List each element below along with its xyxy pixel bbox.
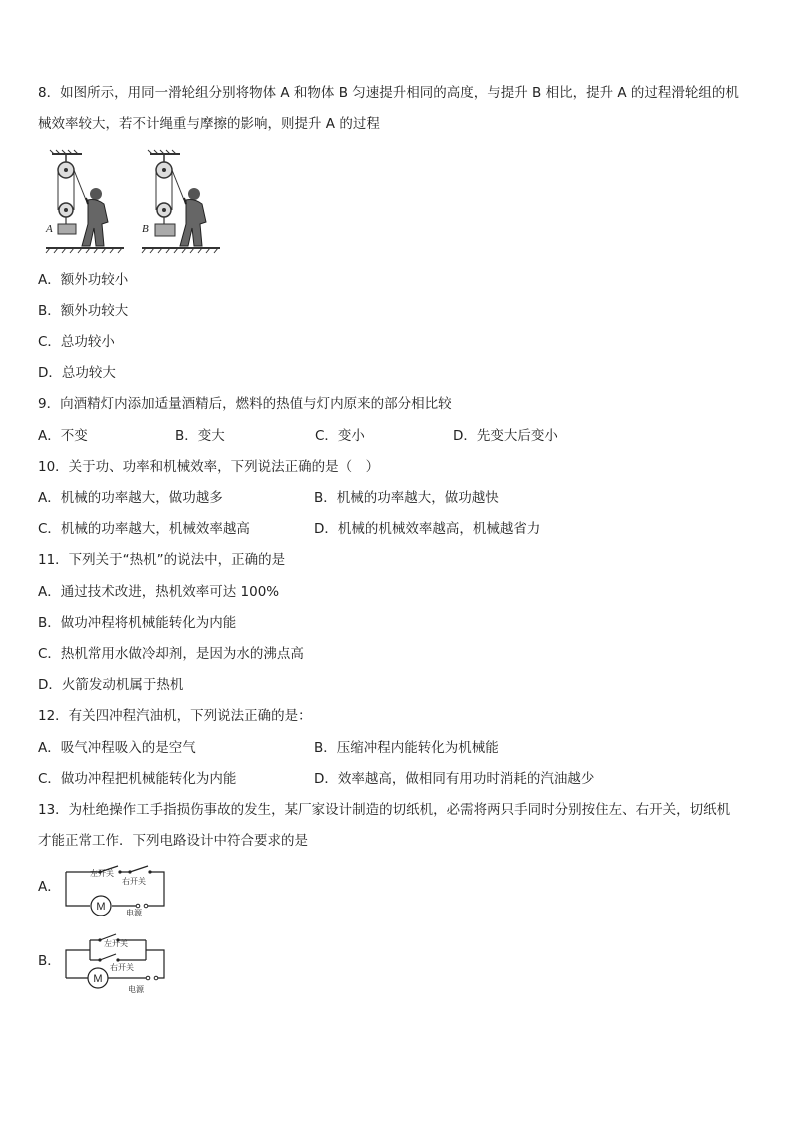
q12-option-d: D．效率越高，做相同有用功时消耗的汽油越少 [314, 771, 595, 787]
power-label-a: 电源 [126, 909, 142, 916]
q12-stem: 12．有关四冲程汽油机，下列说法正确的是： [38, 708, 312, 724]
right-switch-label-a: 右开关 [122, 877, 146, 886]
q13-stem-line-2: 才能正常工作．下列电路设计中符合要求的是 [38, 833, 308, 849]
q13-stem-line-1: 13．为杜绝操作工手指损伤事故的发生，某厂家设计制造的切纸机，必需将两只手同时分别按住左、右开关，切纸机 [38, 802, 731, 818]
q11-option-b: B．做功冲程将机械能转化为内能 [38, 615, 237, 631]
circuit-a-diagram [60, 862, 170, 916]
q13-option-a-letter: A． [38, 879, 61, 895]
left-switch-label-a: 左开关 [90, 869, 114, 878]
motor-b-label: M [93, 973, 103, 985]
pulley-system-a [58, 154, 86, 234]
figure-label-b: B [142, 223, 149, 235]
pulley-diagram [38, 148, 228, 258]
q9-option-c: C．变小 [315, 428, 365, 444]
q9-stem: 9．向酒精灯内添加适量酒精后，燃料的热值与灯内原来的部分相比较 [38, 396, 452, 412]
circuit-a [60, 862, 170, 916]
q11-option-c: C．热机常用水做冷却剂，是因为水的沸点高 [38, 646, 304, 662]
circuit-b [60, 930, 170, 994]
q10-option-d: D．机械的机械效率越高，机械越省力 [314, 521, 541, 537]
q8-pulley-figure [38, 148, 228, 258]
motor-a-label: M [96, 901, 106, 913]
q8-option-c: C．总功较小 [38, 334, 115, 350]
floor-a [46, 248, 124, 253]
q10-option-a: A．机械的功率越大，做功越多 [38, 490, 223, 506]
q8-option-d: D．总功较大 [38, 365, 116, 381]
q9-option-b: B．变大 [175, 428, 225, 444]
left-switch-label-b: 左开关 [104, 939, 128, 948]
q11-stem: 11．下列关于“热机”的说法中，正确的是 [38, 552, 286, 568]
circuit-b-diagram [60, 930, 170, 994]
pulley-system-b [155, 154, 184, 236]
q13-option-b-letter: B． [38, 953, 61, 969]
q8-option-a: A．额外功较小 [38, 272, 129, 288]
q10-option-c: C．机械的功率越大，机械效率越高 [38, 521, 250, 537]
q12-option-b: B．压缩冲程内能转化为机械能 [314, 740, 499, 756]
right-switch-label-b: 右开关 [110, 963, 134, 972]
ceiling-hatch-b [148, 150, 180, 154]
q10-option-b: B．机械的功率越大，做功越快 [314, 490, 499, 506]
person-b [180, 188, 206, 246]
q11-option-a: A．通过技术改进，热机效率可达 100% [38, 584, 280, 600]
q12-option-a: A．吸气冲程吸入的是空气 [38, 740, 196, 756]
q8-option-b: B．额外功较大 [38, 303, 129, 319]
q8-stem-line-1: 8．如图所示，用同一滑轮组分别将物体 A 和物体 B 匀速提升相同的高度，与提升 B 相比，提升 A 的过程滑轮组的机 [38, 85, 739, 101]
q12-option-c: C．做功冲程把机械能转化为内能 [38, 771, 237, 787]
power-label-b: 电源 [128, 985, 144, 994]
ceiling-hatch-a [50, 150, 82, 154]
figure-label-a: A [46, 223, 53, 235]
q9-option-d: D．先变大后变小 [453, 428, 558, 444]
q8-stem-line-2: 械效率较大，若不计绳重与摩擦的影响，则提升 A 的过程 [38, 116, 380, 132]
q10-stem: 10．关于功、功率和机械效率，下列说法正确的是（ ） [38, 459, 380, 475]
person-a [82, 188, 108, 246]
floor-b [142, 248, 220, 253]
q11-option-d: D．火箭发动机属于热机 [38, 677, 184, 693]
q9-option-a: A．不变 [38, 428, 88, 444]
